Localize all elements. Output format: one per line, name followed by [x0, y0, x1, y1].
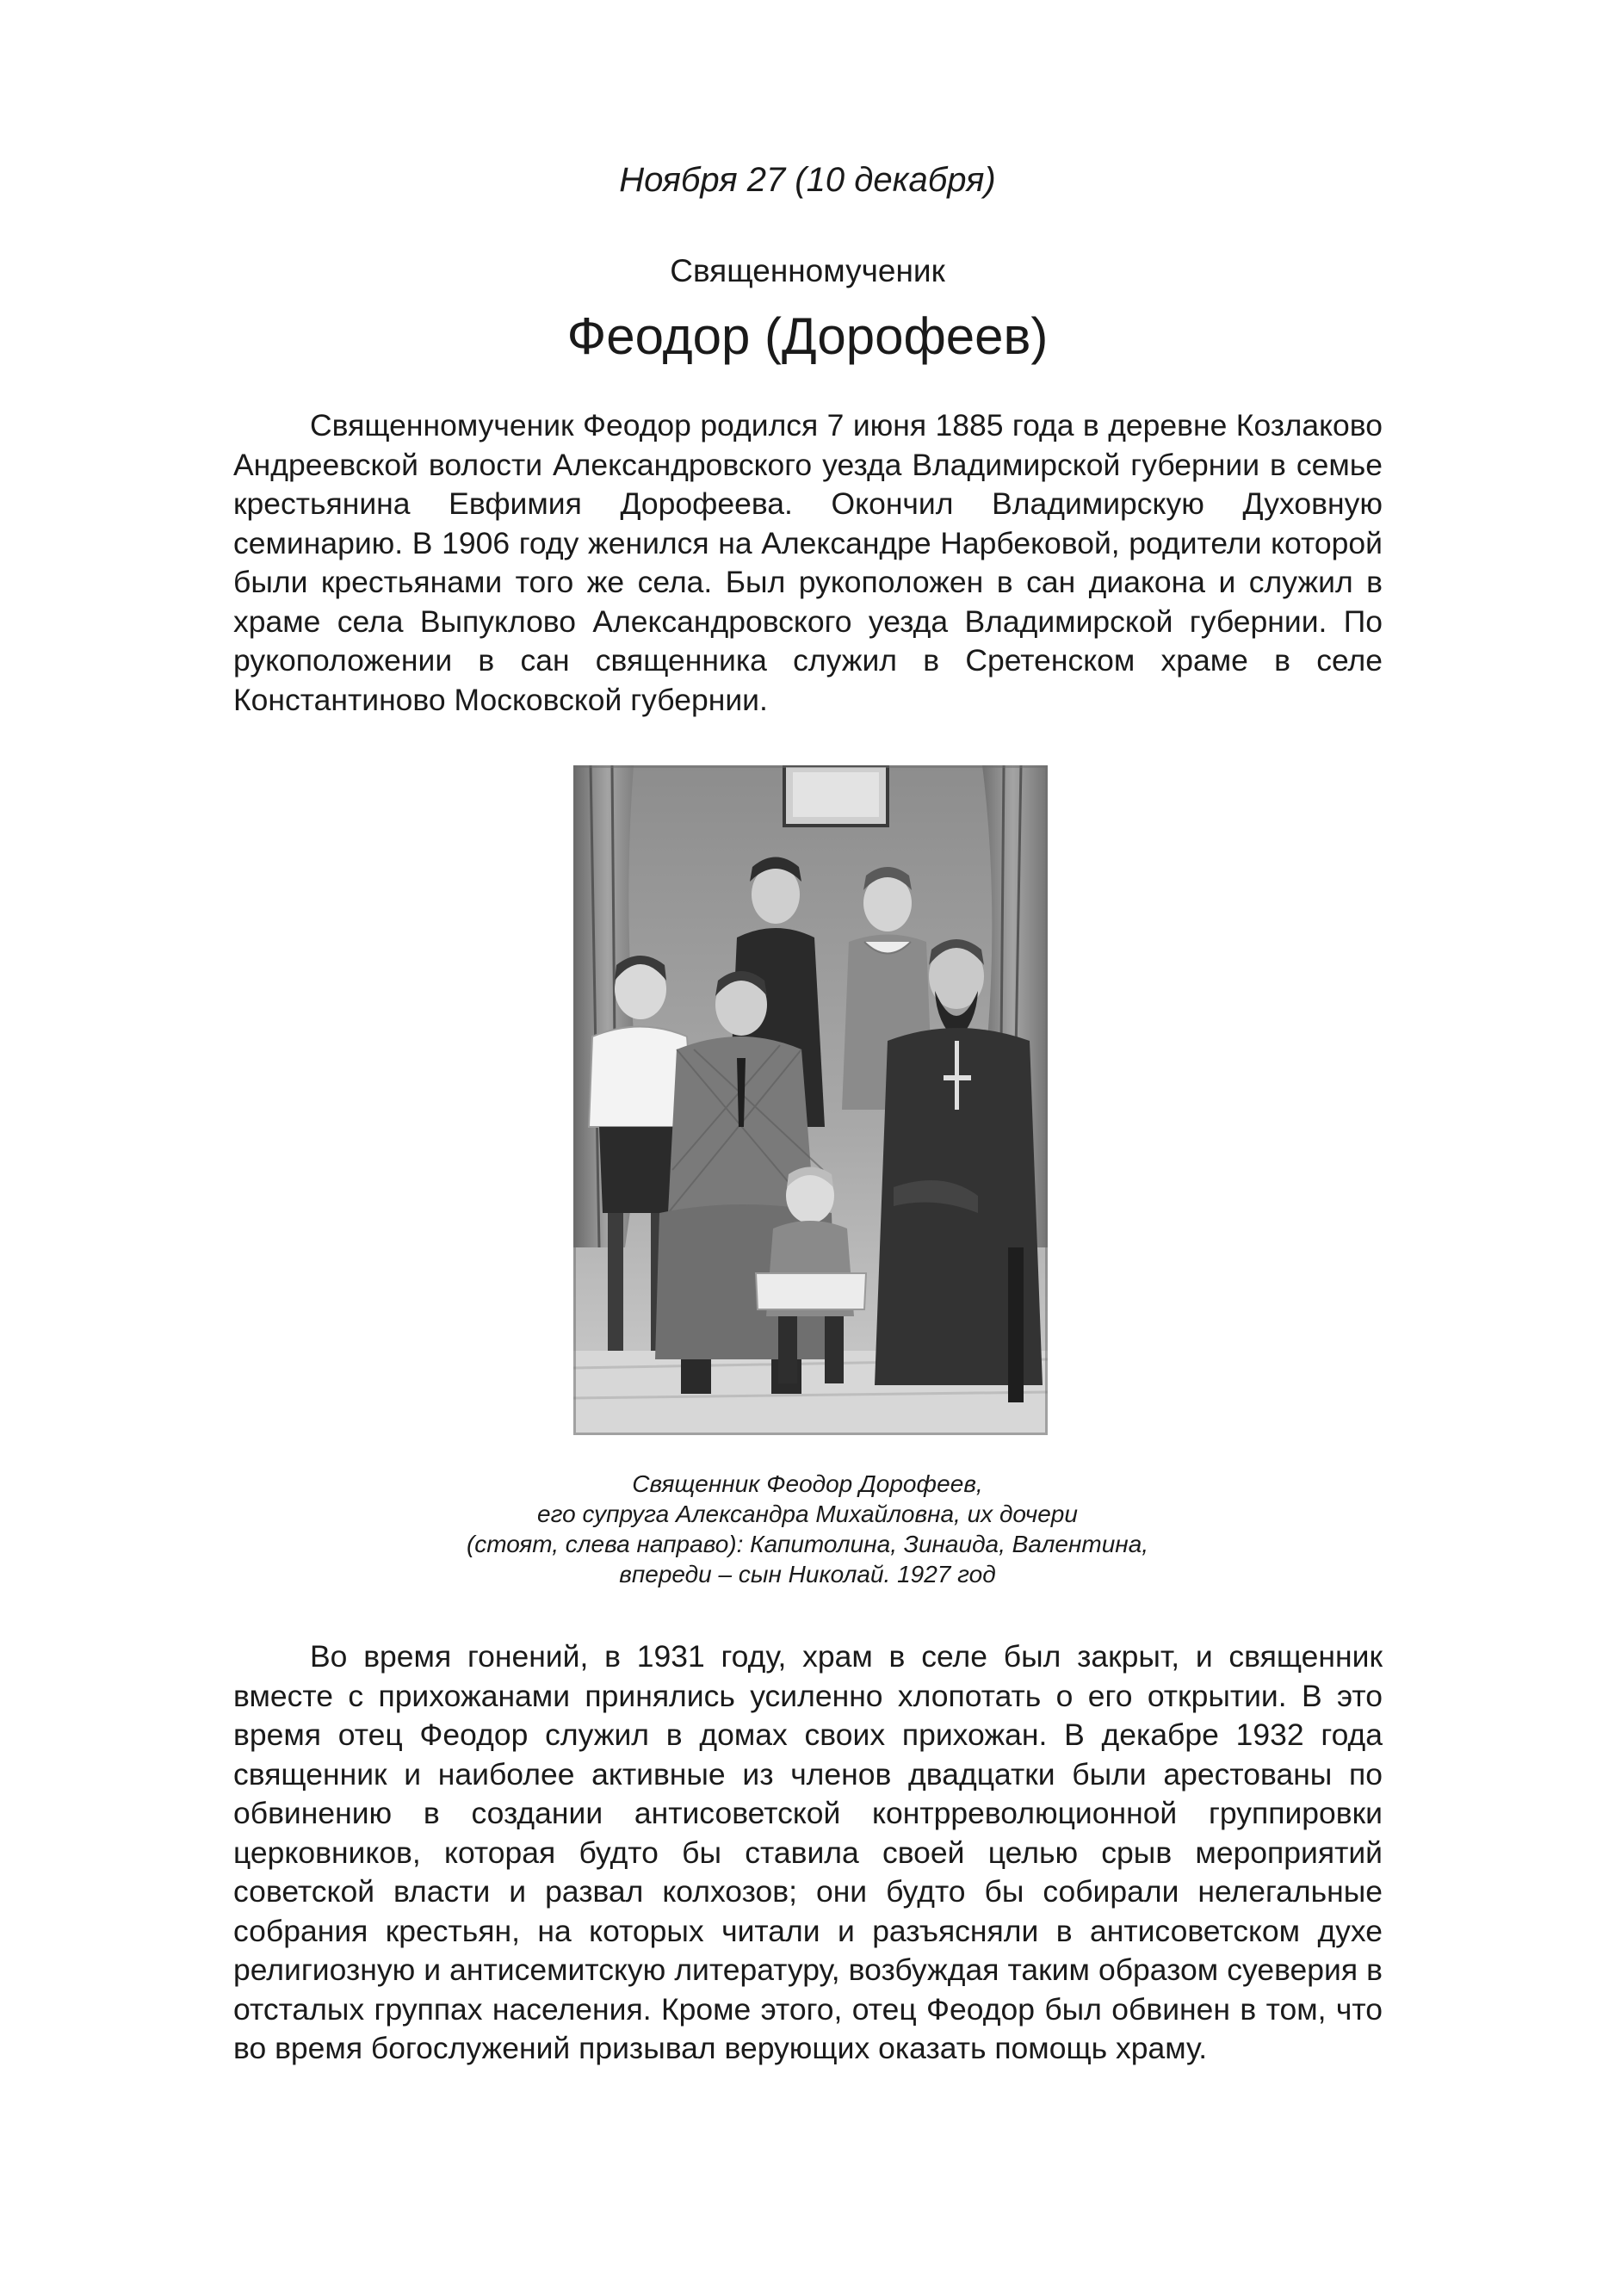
caption-line: впереди – сын Николай. 1927 год	[619, 1561, 996, 1587]
saint-name: Феодор (Дорофеев)	[566, 307, 1049, 365]
caption-line: (стоят, слева направо): Капитолина, Зинаида, Валентина,	[466, 1531, 1149, 1557]
photo-caption	[0, 1469, 1615, 1589]
biography-paragraph-2: Во время гонений, в 1931 году, храм в селе был закрыт, и священник вместе с прихожанами принялись усиленно хлопотать о его открытии. В это время отец Феодор служил в домах своих прихожан. В декабре 1932 года священник и наиболее активные из членов двадцатки были арестованы по обвинению в создании антисоветской контрреволюционной группировки церковников, которая будто бы ставила своей целью срыв мероприятий советской власти и развал колхозов; они будто бы собирали нелегальные собрания крестьян, на которых читали и разъясняли в антисоветском духе религиозную и антисемитскую литературу, возбуждая таким образом суеверия в отсталых группах населения. Кроме этого, отец Феодор был обвинен в том, что во время богослужений призывал верующих оказать помощь храму.	[233, 1639, 1383, 2065]
biography-paragraph-1: Священномученик Феодор родился 7 июня 1885 года в деревне Козлаково Андреевской волости Александровского уезда Владимирской губернии в семье крестьянина Евфимия Дорофеева. Окончил Владимирскую Духовную семинарию. В 1906 году женился на Александре Нарбековой, родители которой были крестьянами того же села. Был рукоположен в сан диакона и служил в храме села Выпуклово Александровского уезда Владимирской губернии. По рукоположении в сан священника служил в Сретенском храме в селе Константиново Московской губернии.	[233, 408, 1383, 717]
caption-line: Священник Феодор Дорофеев,	[632, 1470, 983, 1497]
caption-line: его супруга Александра Михайловна, их дочери	[537, 1501, 1078, 1527]
feast-date: Ноября 27 (10 декабря)	[619, 161, 996, 199]
saint-rank: Священномученик	[670, 253, 945, 288]
family-photograph	[573, 765, 1048, 1435]
